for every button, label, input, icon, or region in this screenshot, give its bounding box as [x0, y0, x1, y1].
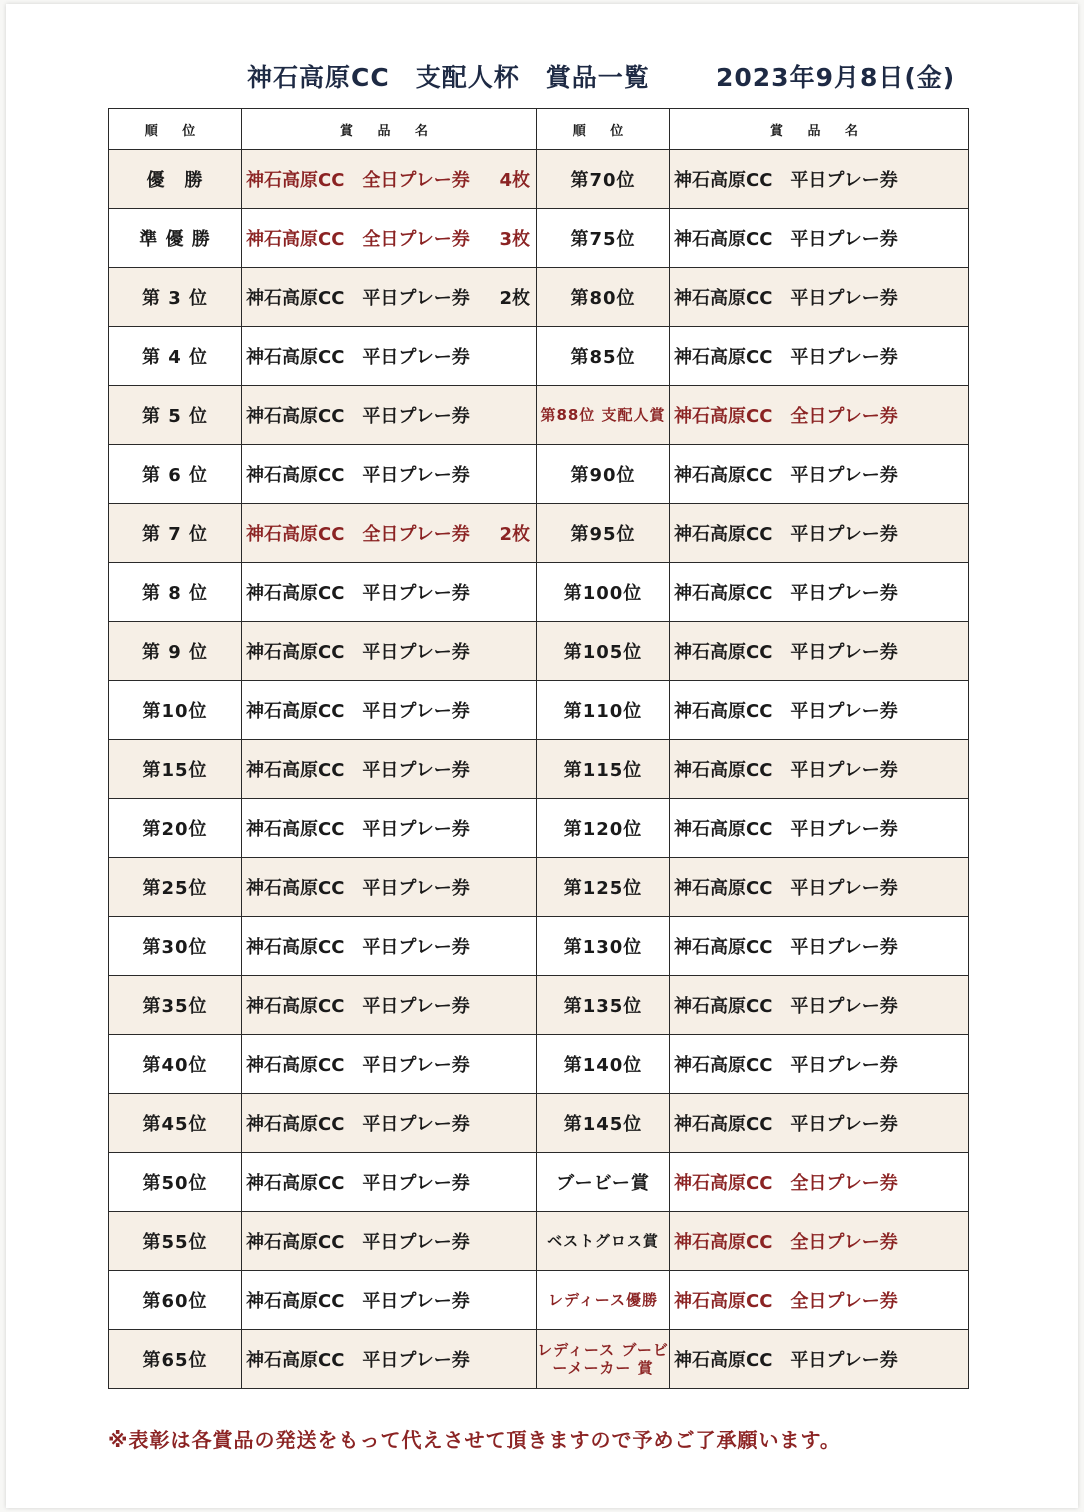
rank-right: 第100位 — [537, 563, 670, 622]
prize-left — [242, 976, 537, 1035]
table-body — [109, 150, 969, 1389]
table-row — [109, 976, 969, 1035]
table-row — [109, 1153, 969, 1212]
footnote: ※表彰は各賞品の発送をもって代えさせて頂きますので予めご了承願います。 — [108, 1428, 841, 1452]
table-row — [109, 209, 969, 268]
rank-right: 第125位 — [537, 858, 670, 917]
rank-right: 第75位 — [537, 209, 670, 268]
table-row — [109, 858, 969, 917]
rank-left: 第15位 — [109, 740, 242, 799]
prize-count: 3枚 — [499, 229, 530, 250]
table-row — [109, 622, 969, 681]
table-row — [109, 268, 969, 327]
prize-left-name: 神石高原CC 平日プレー券 — [246, 1350, 470, 1371]
table-row — [109, 917, 969, 976]
prize-left — [242, 563, 537, 622]
prize-left — [242, 1271, 537, 1330]
prize-left-name: 神石高原CC 平日プレー券 — [246, 642, 470, 663]
rank-right: 第145位 — [537, 1094, 670, 1153]
prize-right: 神石高原CC 平日プレー券 — [670, 563, 969, 622]
prize-left-name: 神石高原CC 平日プレー券 — [246, 996, 470, 1017]
rank-right: 第120位 — [537, 799, 670, 858]
rank-right: 第85位 — [537, 327, 670, 386]
rank-right: 第140位 — [537, 1035, 670, 1094]
rank-right: 第130位 — [537, 917, 670, 976]
prize-left-name: 神石高原CC 平日プレー券 — [246, 465, 470, 486]
prize-left-name: 神石高原CC 平日プレー券 — [246, 937, 470, 958]
prize-left — [242, 858, 537, 917]
prize-right: 神石高原CC 平日プレー券 — [670, 799, 969, 858]
prize-right: 神石高原CC 平日プレー券 — [670, 1330, 969, 1389]
rank-left: 第 5 位 — [109, 386, 242, 445]
rank-right: 第88位 支配人賞 — [537, 386, 670, 445]
rank-right: 第110位 — [537, 681, 670, 740]
rank-left: 第35位 — [109, 976, 242, 1035]
prize-left — [242, 1212, 537, 1271]
prize-left — [242, 445, 537, 504]
prize-left-name: 神石高原CC 平日プレー券 — [246, 347, 470, 368]
table-header-row — [109, 109, 969, 150]
prize-right: 神石高原CC 全日プレー券 — [670, 1271, 969, 1330]
prize-left-name: 神石高原CC 平日プレー券 — [246, 1114, 470, 1135]
prize-left-name: 神石高原CC 全日プレー券 — [246, 170, 470, 191]
rank-left: 第 4 位 — [109, 327, 242, 386]
prize-count: 2枚 — [499, 288, 530, 309]
prize-left-name: 神石高原CC 全日プレー券 — [246, 524, 470, 545]
table-row — [109, 150, 969, 209]
prize-left-name: 神石高原CC 平日プレー券 — [246, 583, 470, 604]
prize-left — [242, 917, 537, 976]
prize-right: 神石高原CC 平日プレー券 — [670, 327, 969, 386]
rank-right: 第115位 — [537, 740, 670, 799]
prize-left — [242, 1330, 537, 1389]
event-date: 2023年9月8日(金) — [716, 63, 956, 92]
prize-left — [242, 327, 537, 386]
rank-left: 第55位 — [109, 1212, 242, 1271]
rank-left: 第65位 — [109, 1330, 242, 1389]
prize-left-name: 神石高原CC 全日プレー券 — [246, 229, 470, 250]
prize-right: 神石高原CC 平日プレー券 — [670, 858, 969, 917]
prize-left — [242, 799, 537, 858]
prize-left-name: 神石高原CC 平日プレー券 — [246, 1291, 470, 1312]
prize-right: 神石高原CC 平日プレー券 — [670, 504, 969, 563]
table-row — [109, 1035, 969, 1094]
header-prize-right: 賞 品 名 — [670, 109, 969, 150]
prize-left — [242, 268, 537, 327]
rank-left: 第20位 — [109, 799, 242, 858]
rank-right: 第135位 — [537, 976, 670, 1035]
prize-right: 神石高原CC 全日プレー券 — [670, 1212, 969, 1271]
rank-left: 第40位 — [109, 1035, 242, 1094]
table-row — [109, 386, 969, 445]
prize-left-name: 神石高原CC 平日プレー券 — [246, 406, 470, 427]
prize-left — [242, 386, 537, 445]
rank-right: 第90位 — [537, 445, 670, 504]
prize-left-name: 神石高原CC 平日プレー券 — [246, 1173, 470, 1194]
header-rank-right: 順 位 — [537, 109, 670, 150]
rank-right: 第70位 — [537, 150, 670, 209]
prize-table — [108, 108, 969, 1389]
prize-count: 4枚 — [499, 170, 530, 191]
prize-right: 神石高原CC 平日プレー券 — [670, 445, 969, 504]
rank-left: 第60位 — [109, 1271, 242, 1330]
rank-left: 第 8 位 — [109, 563, 242, 622]
rank-left: 第25位 — [109, 858, 242, 917]
prize-right: 神石高原CC 全日プレー券 — [670, 386, 969, 445]
prize-left — [242, 209, 537, 268]
rank-left: 第50位 — [109, 1153, 242, 1212]
table-row — [109, 1212, 969, 1271]
header-prize-left: 賞 品 名 — [242, 109, 537, 150]
prize-left — [242, 150, 537, 209]
rank-right: ベストグロス賞 — [537, 1212, 670, 1271]
prize-right: 神石高原CC 平日プレー券 — [670, 1035, 969, 1094]
prize-left-name: 神石高原CC 平日プレー券 — [246, 701, 470, 722]
rank-left: 第45位 — [109, 1094, 242, 1153]
prize-right: 神石高原CC 平日プレー券 — [670, 740, 969, 799]
prize-right: 神石高原CC 全日プレー券 — [670, 1153, 969, 1212]
prize-left-name: 神石高原CC 平日プレー券 — [246, 878, 470, 899]
prize-left — [242, 1035, 537, 1094]
table-row — [109, 740, 969, 799]
rank-left: 優 勝 — [109, 150, 242, 209]
prize-left-name: 神石高原CC 平日プレー券 — [246, 288, 470, 309]
rank-left: 第30位 — [109, 917, 242, 976]
prize-count: 2枚 — [499, 524, 530, 545]
prize-right: 神石高原CC 平日プレー券 — [670, 976, 969, 1035]
table-row — [109, 445, 969, 504]
rank-left: 第 9 位 — [109, 622, 242, 681]
prize-right: 神石高原CC 平日プレー券 — [670, 681, 969, 740]
table-row — [109, 799, 969, 858]
rank-left: 第 6 位 — [109, 445, 242, 504]
table-row — [109, 504, 969, 563]
prize-left — [242, 740, 537, 799]
prize-left-name: 神石高原CC 平日プレー券 — [246, 1232, 470, 1253]
rank-right: レディース ブービーメーカー 賞 — [537, 1330, 670, 1389]
rank-right: 第105位 — [537, 622, 670, 681]
prize-left — [242, 1153, 537, 1212]
prize-left — [242, 504, 537, 563]
prize-left — [242, 622, 537, 681]
prize-right: 神石高原CC 平日プレー券 — [670, 268, 969, 327]
rank-left: 第 7 位 — [109, 504, 242, 563]
prize-right: 神石高原CC 平日プレー券 — [670, 209, 969, 268]
rank-right: 第80位 — [537, 268, 670, 327]
rank-right: ブービー賞 — [537, 1153, 670, 1212]
table-row — [109, 327, 969, 386]
prize-right: 神石高原CC 平日プレー券 — [670, 622, 969, 681]
table-row — [109, 681, 969, 740]
page-title: 神石高原CC 支配人杯 賞品一覧 — [247, 63, 650, 92]
prize-right: 神石高原CC 平日プレー券 — [670, 1094, 969, 1153]
prize-left-name: 神石高原CC 平日プレー券 — [246, 1055, 470, 1076]
prize-left-name: 神石高原CC 平日プレー券 — [246, 819, 470, 840]
table-row — [109, 1271, 969, 1330]
prize-left-name: 神石高原CC 平日プレー券 — [246, 760, 470, 781]
rank-left: 準 優 勝 — [109, 209, 242, 268]
rank-right: 第95位 — [537, 504, 670, 563]
table-row — [109, 1094, 969, 1153]
prize-right: 神石高原CC 平日プレー券 — [670, 150, 969, 209]
rank-left: 第10位 — [109, 681, 242, 740]
title-row — [0, 58, 1084, 94]
table-row — [109, 1330, 969, 1389]
prize-left — [242, 681, 537, 740]
header-rank-left: 順 位 — [109, 109, 242, 150]
table-row — [109, 563, 969, 622]
prize-right: 神石高原CC 平日プレー券 — [670, 917, 969, 976]
rank-left: 第 3 位 — [109, 268, 242, 327]
rank-right: レディース優勝 — [537, 1271, 670, 1330]
prize-left — [242, 1094, 537, 1153]
